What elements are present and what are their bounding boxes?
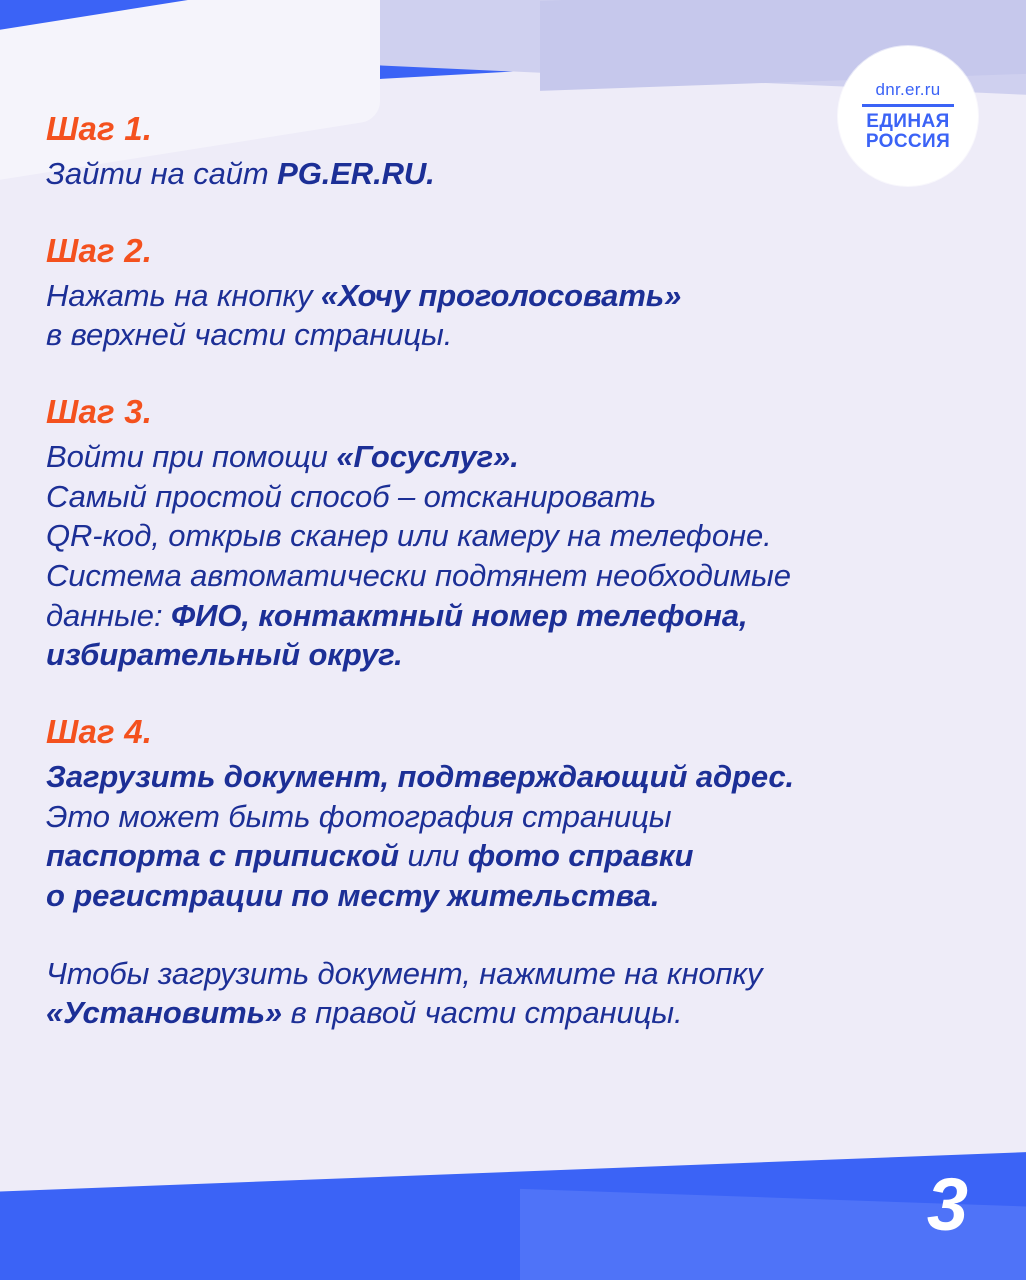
- step-2-text: «Хочу проголосовать»: [320, 277, 682, 313]
- step-3-text: Система автоматически подтянет необходимые: [46, 558, 791, 594]
- step-3-text: QR-код, открыв сканер или камеру на телефоне.: [46, 518, 772, 554]
- step-3-line: [46, 516, 986, 556]
- step-3-line: [46, 477, 986, 517]
- step-label-2: Шаг 2.: [46, 231, 153, 269]
- step-3-line: [46, 635, 986, 675]
- step-3-text: Войти при помощи: [46, 439, 337, 475]
- step-2-line: [46, 315, 986, 355]
- logo-website-label: dnr.er.ru: [875, 80, 941, 100]
- step-3-text: данные:: [46, 597, 171, 633]
- logo-party-name-line2: РОССИЯ: [865, 131, 951, 152]
- step-block-2: [46, 232, 986, 355]
- step-3-text: избирательный округ.: [46, 637, 403, 673]
- footer-note-text: Чтобы загрузить документ, нажмите на кнопку: [46, 955, 763, 991]
- step-3-text: Самый простой способ – отсканировать: [46, 478, 657, 514]
- step-3-line: [46, 556, 986, 596]
- step-3-line: [46, 596, 986, 636]
- step-1-text: Зайти на сайт: [46, 156, 278, 191]
- logo-party-name-line1: ЕДИНАЯ: [866, 111, 950, 133]
- step-2-text: Нажать на кнопку: [46, 277, 321, 313]
- step-label-1: Шаг 1.: [46, 110, 153, 147]
- step-4-text: или: [399, 838, 468, 874]
- step-4-line: [46, 757, 986, 797]
- step-block-3: [46, 393, 986, 675]
- step-2-line: [46, 276, 986, 316]
- step-block-1: [46, 110, 986, 194]
- step-4-text: о регистрации по месту жительства.: [46, 878, 660, 914]
- step-4-text: фото справки: [467, 838, 694, 874]
- step-4-text: Это может быть фотография страницы: [46, 798, 672, 834]
- steps-container: [46, 110, 986, 1067]
- step-4-text: Загрузить документ, подтверждающий адрес.: [46, 759, 795, 795]
- footer-note-text: «Установить»: [46, 995, 283, 1031]
- step-1-line: [46, 154, 986, 194]
- step-label-4: Шаг 4.: [46, 713, 153, 751]
- step-block-4: [46, 713, 986, 916]
- logo-divider: [862, 104, 954, 107]
- step-4-line: [46, 836, 986, 876]
- step-4-line: [46, 797, 986, 837]
- footer-note-line: [46, 993, 986, 1033]
- step-3-text: «Госуслуг».: [336, 439, 519, 475]
- step-2-text: в верхней части страницы.: [46, 317, 453, 353]
- page-number: 3: [926, 1163, 968, 1246]
- step-label-3: Шаг 3.: [46, 393, 153, 431]
- step-1-text: PG.ER.RU.: [277, 156, 435, 191]
- step-3-text: ФИО, контактный номер телефона,: [170, 597, 748, 633]
- footer-note-line: [46, 954, 986, 994]
- step-4-text: паспорта с припиской: [46, 838, 400, 874]
- footer-note: [46, 954, 986, 1033]
- footer-note-text: в правой части страницы.: [282, 995, 683, 1031]
- step-3-line: [46, 437, 986, 477]
- step-4-line: [46, 876, 986, 916]
